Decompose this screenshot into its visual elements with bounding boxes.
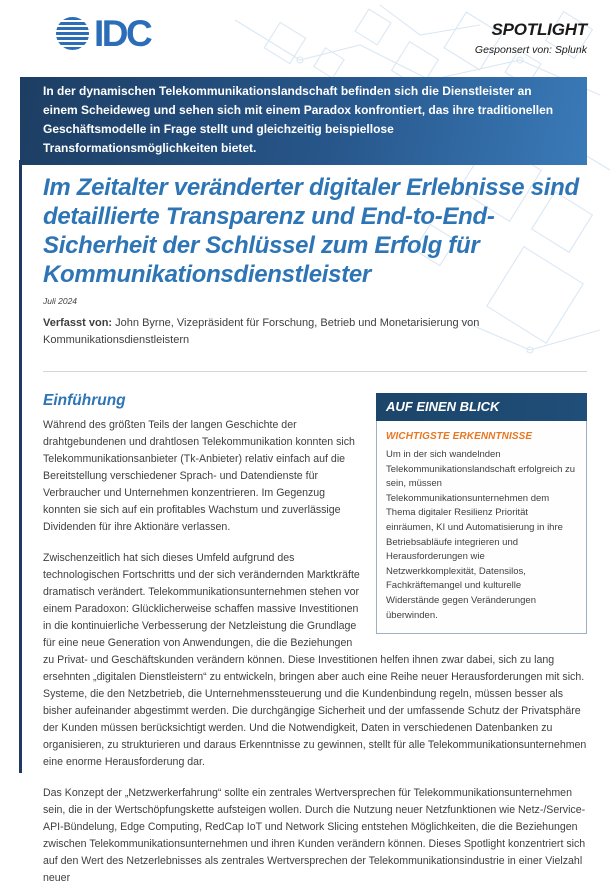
- publication-date: Juli 2024: [43, 296, 78, 306]
- intro-paragraph-2: Zwischenzeitlich hat sich dieses Umfeld aufgrund des technologischen Fortschritts und der sich verändernden Marktkräfte dramatisch verändert. Telekommunikationsunternehmen stehen vor einem Paradoxon: Glücklicherweise schaffen massive Investitionen in die kontinuierliche Verbesserung der Netzleistung die Grundlage für eine neue Generation von Anwendungen, die die Beziehungen zu Privat- und Geschäftskunden verändern können. Diese Investitionen helfen ihnen zwar dabei, sich zu lang ersehnten „digitalen Dienstleistern“ zu entwickeln, bringen aber auch eine Reihe neuer Herausforderungen mit sich. Systeme, die den Netzbetrieb, die Unternehmenssteuerung und die Kundenbindung regeln, müssen besser als bisher aufeinander abgestimmt werden. Die durchgängige Sicherheit und der umfassende Schutz der Privatsphäre der Kunden müssen berücksichtigt werden. Und die Notwendigkeit, Daten in verschiedenen Datenbanken zu organisieren, zu strukturieren und daraus Erkenntnisse zu gewinnen, stellt für alle Telekommunikationsunternehmen eine enorme Herausforderung dar.: [43, 552, 587, 768]
- sponsor-label: Gesponsert von: Splunk: [474, 44, 587, 56]
- title-block: [43, 173, 587, 348]
- page-title: Im Zeitalter veränderter digitaler Erlebnisse sind detaillierte Transparenz und End-to-End-Sicherheit der Schlüssel zum Erfolg für Kommunikationsdienstleister: [43, 174, 579, 288]
- section-divider: [43, 371, 587, 372]
- summary-banner: [20, 77, 587, 165]
- at-a-glance-header: AUF EINEN BLICK: [376, 393, 587, 421]
- idc-globe-icon: [55, 16, 90, 51]
- page-header: [0, 0, 612, 56]
- author-line: [43, 315, 587, 348]
- author-text: John Byrne, Vizepräsident für Forschung, Betrieb und Monetarisierung von Kommunikationsdienstleistern: [43, 317, 480, 346]
- summary-banner-text: In der dynamischen Telekommunikationslandschaft befinden sich die Dienstleister an einem Scheideweg und sehen sich mit einem Paradox konfrontiert, das ihre traditionellen Geschäftsmodelle in Frage stellt und gleichzeitig beispiellose Transformationsmöglichkeiten bietet.: [43, 84, 554, 155]
- idc-logo: [55, 13, 151, 54]
- key-findings-text: Um in der sich wandelnden Telekommunikationslandschaft erfolgreich zu sein, müssen Telekommunikationsunternehmen dem Thema digitaler Resilienz Priorität einräumen, KI und Automatisierung in ihre Betriebsabläufe integrieren und Herausforderungen wie Netzwerkkomplexität, Datensilos, Fachkräftemangel und kulturelle Widerstände gegen Veränderungen überwinden.: [386, 449, 576, 621]
- intro-heading: Einführung: [43, 392, 126, 409]
- at-a-glance-box: [376, 393, 587, 634]
- at-a-glance-body: [376, 421, 587, 634]
- header-right: [475, 16, 587, 56]
- doc-type-label: SPOTLIGHT: [491, 20, 587, 39]
- intro-paragraph-1: Während des größten Teils der langen Geschichte der drahtgebundenen und drahtlosen Telekommunikation konnten sich Telekommunikationsanbieter (Tk-Anbieter) relativ einfach auf die Bereitstellung verschiedener Sprach- und Datendienste für Verbraucher und Unternehmen konzentrieren. Im Gegenzug konnten sie sich auf ein profitables Wachstum und zuverlässige Dividenden für ihre Aktionäre verlassen.: [43, 419, 355, 533]
- key-findings-label: WICHTIGSTE ERKENNTNISSE: [386, 431, 533, 442]
- idc-logo-text: IDC: [94, 13, 151, 54]
- main-content: [43, 392, 587, 887]
- intro-paragraph-3: Das Konzept der „Netzwerkerfahrung“ sollte ein zentrales Wertversprechen für Telekommunikationsunternehmen sein, die in der Wertschöpfungskette aufsteigen wollen. Durch die Nutzung neuer Netzfunktionen wie Netz-/Service-API-Bündelung, Edge Computing, RedCap IoT und Network Slicing entstehen Möglichkeiten, die die Beziehungen zwischen Telekommunikationsunternehmen und ihren Kunden verändern können. Dieses Spotlight konzentriert sich auf den Wert des Netzerlebnisses als zentrales Wertversprechen der Telekommunikationsindustrie in einer Vielzahl neuer: [43, 787, 586, 884]
- author-label: Verfasst von:: [43, 317, 113, 329]
